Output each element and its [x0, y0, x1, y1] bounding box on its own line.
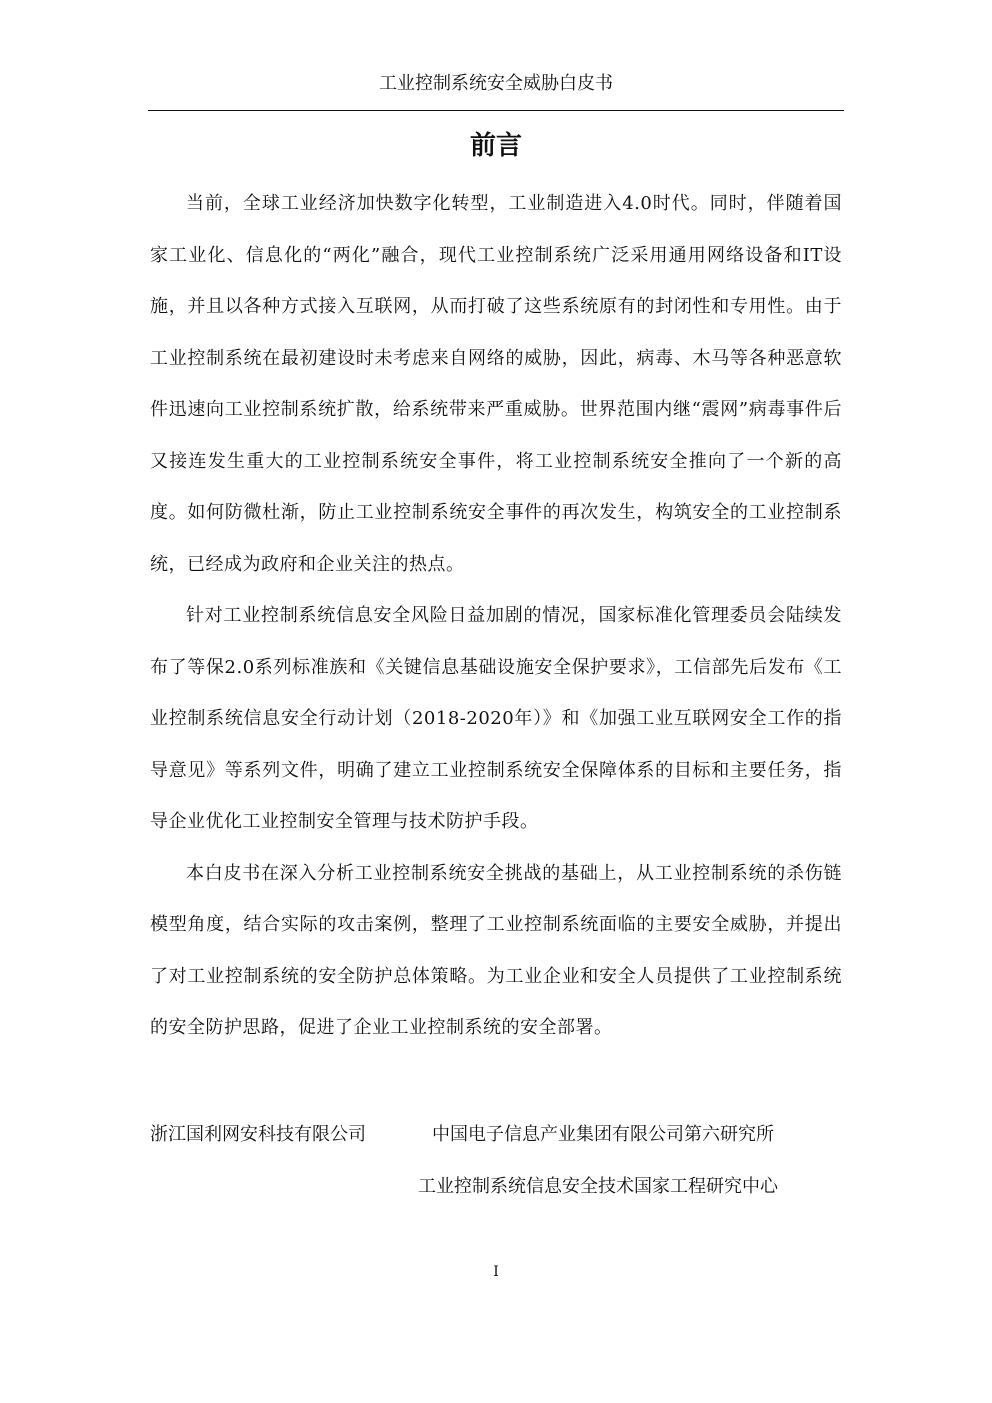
running-header: 工业控制系统安全威胁白皮书	[379, 73, 613, 94]
organization-national-engineering-center: 工业控制系统信息安全技术国家工程研究中心	[418, 1176, 778, 1197]
paragraph-1: 当前，全球工业经济加快数字化转型，工业制造进入4.0时代。同时，伴随着国家工业化、信息化的“两化”融合，现代工业控制系统广泛采用通用网络设备和IT设施，并且以各种方式接入互联网，从而打破了这些系统原有的封闭性和专用性。由于工业控制系统在最初建设时未考虑来自网络的威胁，因此，病毒、木马等各种恶意软件迅速向工业控制系统扩散，给系统带来严重威胁。世界范围内继“震网”病毒事件后又接连发生重大的工业控制系统安全事件，将工业控制系统安全推向了一个新的高度。如何防微杜渐，防止工业控制系统安全事件的再次发生，构筑安全的工业控制系统，已经成为政府和企业关注的热点。	[150, 193, 842, 575]
organization-guoli: 浙江国利网安科技有限公司	[150, 1124, 366, 1145]
page-title: 前言	[469, 131, 522, 161]
paragraph-2: 针对工业控制系统信息安全风险日益加剧的情况，国家标准化管理委员会陆续发布了等保2.0系列标准族和《关键信息基础设施安全保护要求》，工信部先后发布《工业控制系统信息安全行动计划（2018-2020年）》和《加强工业互联网安全工作的指导意见》等系列文件，明确了建立工业控制系统安全保障体系的目标和主要任务，指导企业优化工业控制安全管理与技术防护手段。	[150, 605, 842, 832]
paragraph-3: 本白皮书在深入分析工业控制系统安全挑战的基础上，从工业控制系统的杀伤链模型角度，结合实际的攻击案例，整理了工业控制系统面临的主要安全威胁，并提出了对工业控制系统的安全防护总体策略。为工业企业和安全人员提供了工业控制系统的安全防护思路，促进了企业工业控制系统的安全部署。	[150, 862, 842, 1038]
header-divider	[148, 110, 844, 111]
body-text	[150, 178, 842, 1054]
page-number: I	[493, 1264, 499, 1280]
organization-cec-sixth-institute: 中国电子信息产业集团有限公司第六研究所	[432, 1124, 774, 1145]
